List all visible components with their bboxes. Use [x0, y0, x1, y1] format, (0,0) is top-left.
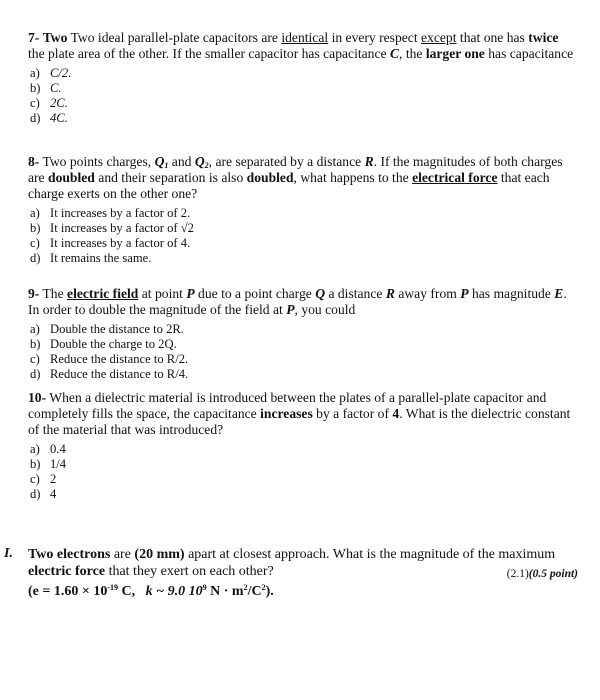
- option-7d[interactable]: d) 4C.: [30, 111, 68, 125]
- option-10a[interactable]: a) 0.4: [30, 442, 66, 456]
- option-7b[interactable]: b) C.: [30, 81, 62, 95]
- question-7-options: [28, 66, 576, 126]
- option-9d[interactable]: d) Reduce the distance to R/4.: [30, 367, 189, 381]
- points-label: (2.1)(0.5 point): [506, 568, 578, 580]
- option-10c[interactable]: c) 2: [30, 472, 57, 486]
- question-8-options: [28, 206, 576, 266]
- question-8-text: 8- Two points charges, $Q_1$ and $Q_2$, are separated by a distance R. If the magnitudes of both charges are doubled and their separation is also doubled, what happens to the electrical force that each charge exerts on the other one?: [28, 154, 563, 201]
- option-10d[interactable]: d) 4: [30, 487, 57, 501]
- question-10: [28, 390, 576, 502]
- question-8: [28, 154, 576, 266]
- question-9: [28, 286, 576, 382]
- question-9-text: 9- The electric field at point P due to a point charge Q a distance R away from P has magnitude E. In order to double the magnitude of the field at P, you could: [28, 286, 567, 317]
- option-10b[interactable]: b) 1/4: [30, 457, 67, 471]
- question-9-options: [28, 322, 576, 382]
- option-7a[interactable]: a) C/2.: [30, 66, 72, 80]
- question-7: [28, 30, 576, 126]
- question-7-text: 7- Two Two ideal parallel-plate capacitors are identical in every respect except that one has twice the plate area of the other. If the smaller capacitor has capacitance C, the larger one has capacitance: [28, 30, 574, 61]
- option-8d[interactable]: d) It remains the same.: [30, 251, 152, 265]
- option-8c[interactable]: c) It increases by a factor of 4.: [30, 236, 191, 250]
- option-7c[interactable]: c) 2C.: [30, 96, 68, 110]
- constants-formula: ($e = 1.60 \times 10^{-19}$ C, k ~ 9.0 $10^9$ $N \cdot m^2/C^2$).: [28, 583, 274, 599]
- option-9b[interactable]: b) Double the charge to 2Q.: [30, 337, 177, 351]
- option-9c[interactable]: c) Reduce the distance to R/2.: [30, 352, 189, 366]
- question-10-options: [28, 442, 576, 502]
- section-number: I.: [4, 546, 13, 561]
- option-8b[interactable]: b) It increases by a factor of √2: [30, 221, 194, 235]
- option-9a[interactable]: a) Double the distance to 2R.: [30, 322, 184, 336]
- option-8a[interactable]: a) It increases by a factor of 2.: [30, 206, 191, 220]
- question-10-text: 10- When a dielectric material is introduced between the plates of a parallel-plate capacitor and completely fills the space, the capacitance increases by a factor of 4. What is the dielectric constant of the material that was introduced?: [28, 390, 571, 437]
- problem-text: Two electrons are (20 mm) apart at closest approach. What is the magnitude of the maximum electric force that they exert on each other?: [28, 547, 556, 579]
